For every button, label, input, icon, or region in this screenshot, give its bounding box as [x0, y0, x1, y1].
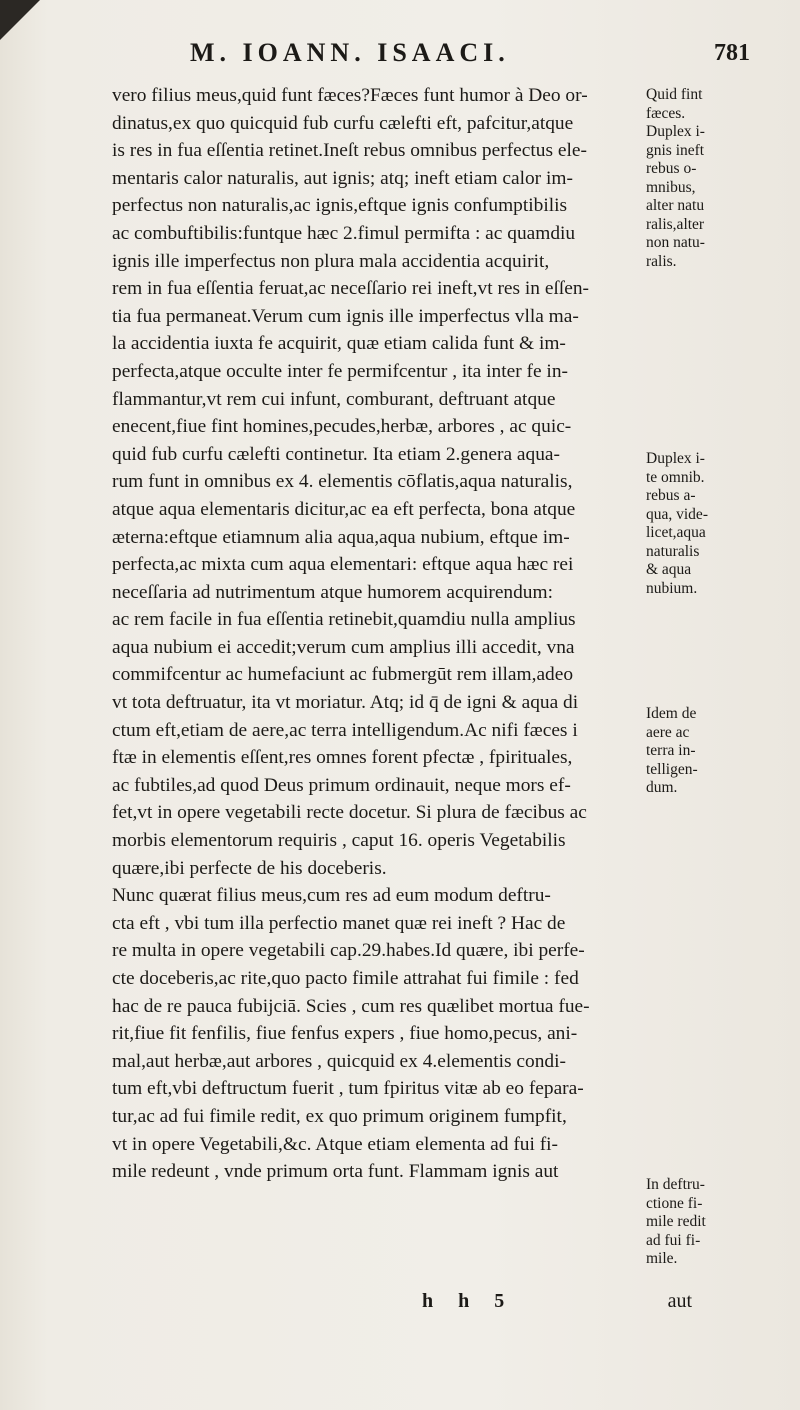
text-line: flammantur,vt rem cui infunt, comburant, deftruant atque — [112, 388, 556, 410]
running-title: M. IOANN. ISAACI. — [190, 38, 510, 67]
text-line: dinatus,ex quo quicquid fub curfu cælefti eft, pafcitur,atque — [112, 112, 574, 134]
text-line: Nunc quærat filius meus,cum res ad eum modum deftru- — [112, 885, 551, 907]
text-line: tum eft,vbi deftructum fuerit , tum fpiritus vitæ ab eo fepara- — [112, 1078, 584, 1100]
margin-note-line: In deftru- — [646, 1176, 705, 1193]
margin-note-line: Duplex i- — [646, 450, 705, 467]
margin-note-line: non natu- — [646, 234, 705, 251]
margin-note-air-earth — [646, 705, 786, 798]
text-line: atque aqua elementaris dicitur,ac ea eft perfecta, bona atque — [112, 498, 576, 520]
text-line: ignis ille imperfectus non plura mala accidentia acquirit, — [112, 250, 550, 272]
margin-note-destruction — [646, 1176, 786, 1269]
text-line: ac fubtiles,ad quod Deus primum ordinauit, neque mors ef- — [112, 774, 571, 796]
text-line: fet,vt in opere vegetabili recte docetur. Si plura de fæcibus ac — [112, 802, 587, 824]
page-footer — [112, 1290, 692, 1320]
text-line: vero filius meus,quid funt fæces?Fæces funt humor à Deo or- — [112, 85, 588, 106]
signature-mark: h h 5 — [422, 1290, 515, 1312]
text-line: is res in fua eſſentia retinet.Ineſt rebus omnibus perfectus ele- — [112, 140, 587, 162]
text-line: ac rem facile in fua eſſentia retinebit,quamdiu nulla amplius — [112, 609, 576, 631]
text-line: tia fua permaneat.Verum cum ignis ille imperfectus vlla ma- — [112, 305, 579, 327]
margin-note-line: ralis. — [646, 252, 677, 270]
text-line: mentaris calor naturalis, aut ignis; atq; ineft etiam calor im- — [112, 167, 573, 189]
text-line: quære,ibi perfecte de his doceberis. — [112, 857, 387, 879]
text-line: quid fub curfu cælefti continetur. Ita etiam 2.genera aqua- — [112, 443, 560, 465]
margin-note-line: ctione fi- — [646, 1194, 703, 1212]
margin-note-line: Quid fint — [646, 86, 703, 103]
margin-note-line: rebus o- — [646, 160, 697, 177]
margin-note-line: Idem de — [646, 705, 697, 722]
margin-note-line: te omnib. — [646, 468, 705, 486]
text-line: rum funt in omnibus ex 4. elementis cōflatis,aqua naturalis, — [112, 471, 573, 493]
margin-note-line: & aqua — [646, 561, 692, 578]
margin-note-line: telligen- — [646, 760, 698, 778]
margin-note-line: Duplex i- — [646, 123, 705, 140]
text-line: re multa in opere vegetabili cap.29.habes.Id quære, ibi perfe- — [112, 940, 585, 962]
text-line: mal,aut herbæ,aut arbores , quicquid ex 4.elementis condi- — [112, 1050, 566, 1072]
text-line: neceſſaria ad nutrimentum atque humorem acquirendum: — [112, 581, 553, 603]
margin-note-line: gnis ineft — [646, 141, 705, 159]
text-line: cte doceberis,ac rite,quo pacto fimile attrahat fui fimile : fed — [112, 968, 579, 989]
page-header — [190, 38, 750, 78]
margin-note-line: ralis,alter — [646, 215, 705, 233]
margin-note-line: dum. — [646, 779, 678, 796]
page-number: 781 — [714, 40, 750, 66]
text-line: perfecta,atque occulte inter fe permifcentur , ita inter fe in- — [112, 360, 568, 382]
margin-note-water — [646, 450, 786, 598]
margin-note-line: mile redit — [646, 1213, 706, 1230]
margin-note-line: fæces. — [646, 104, 686, 122]
text-line: vt tota deftruatur, ita vt moriatur. Atq; id q̄ de igni & aqua di — [112, 692, 579, 714]
margin-note-line: terra in- — [646, 742, 696, 759]
text-line: tur,ac ad fui fimile redit, ex quo primum originem fumpfit, — [112, 1105, 567, 1127]
margin-note-line: ad fui fi- — [646, 1231, 701, 1249]
catchword: aut — [667, 1290, 692, 1312]
text-line: aqua nubium ei accedit;verum cum amplius illi accedit, vna — [112, 636, 575, 658]
margin-note-line: nubium. — [646, 579, 698, 597]
text-line: vt in opere Vegetabili,&c. Atque etiam elementa ad fui fi- — [112, 1133, 559, 1155]
text-line: æterna:eftque etiamnum alia aqua,aqua nubium, eftque im- — [112, 526, 570, 548]
text-line: perfectus non naturalis,ac ignis,eftque ignis confumptibilis — [112, 195, 568, 217]
text-line: hac de re pauca fubijciā. Scies , cum res quælibet mortua fue- — [112, 995, 590, 1017]
text-line: rem in fua eſſentia feruat,ac neceſſario rei ineft,vt res in eſſen- — [112, 278, 589, 300]
text-line: cta eft , vbi tum illa perfectio manet quæ rei ineft ? Hac de — [112, 912, 566, 934]
margin-note-line: mile. — [646, 1250, 678, 1267]
text-line: morbis elementorum requiris , caput 16. operis Vegetabilis — [112, 830, 566, 852]
page-corner-shadow — [0, 0, 40, 40]
margin-note-line: mnibus, — [646, 178, 696, 196]
text-line: mile redeunt , vnde primum orta funt. Flammam ignis aut — [112, 1161, 559, 1183]
text-line: commifcentur ac humefaciunt ac fubmergūt rem illam,adeo — [112, 664, 574, 686]
main-text-block — [112, 82, 640, 1186]
margin-note-line: licet,aqua — [646, 524, 706, 541]
text-line: ctum eft,etiam de aere,ac terra intelligendum.Ac nifi fæces i — [112, 719, 578, 741]
text-line: rit,fiue fit fenfilis, fiue fenfus expers , fiue homo,pecus, ani- — [112, 1023, 578, 1045]
text-line: perfecta,ac mixta cum aqua elementari: eftque aqua hæc rei — [112, 554, 574, 576]
margin-note-faeces — [646, 86, 786, 271]
margin-note-line: qua, vide- — [646, 505, 708, 523]
margin-note-line: aere ac — [646, 723, 690, 741]
margin-note-line: naturalis — [646, 542, 700, 560]
margin-note-line: alter natu — [646, 197, 705, 214]
text-line: ftæ in elementis eſſent,res omnes forent pfectæ , fpirituales, — [112, 747, 573, 769]
margin-note-line: rebus a- — [646, 487, 696, 504]
text-line: la accidentia iuxta fe acquirit, quæ etiam calida funt & im- — [112, 333, 566, 355]
text-line: enecent,fiue fint homines,pecudes,herbæ, arbores , ac quic- — [112, 416, 572, 438]
text-line: ac combuftibilis:funtque hæc 2.fimul permifta : ac quamdiu — [112, 222, 576, 244]
